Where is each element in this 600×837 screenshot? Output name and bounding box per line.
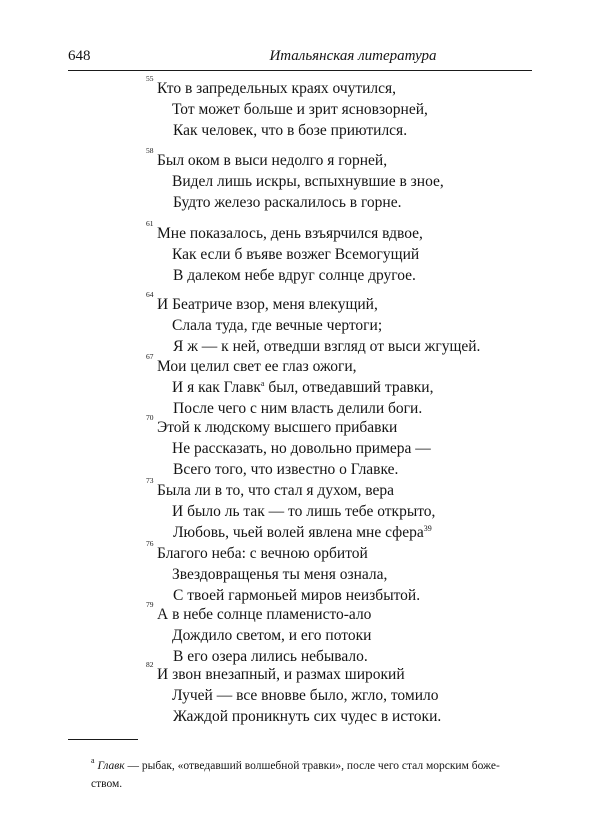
footnote-marker: а [260, 379, 265, 388]
verse-line: Лучей — все вновве было, жгло, томило [172, 687, 439, 704]
verse-number: 55 [146, 74, 154, 83]
verse-line: 58 Был оком в выси недолго я горней, [146, 146, 388, 169]
verse-number: 61 [146, 219, 154, 228]
verse-line: 67 Мои целил свет ее глаз ожоги, [146, 352, 357, 375]
verse-line: 79 А в небе солнце пламенисто-ало [146, 600, 372, 623]
stanza [146, 146, 546, 213]
footnote-term: Главк [97, 760, 125, 772]
verse-line: Тот может больше и зрит ясновзорней, [172, 101, 428, 118]
stanza [146, 352, 546, 419]
verse-number: 58 [146, 146, 154, 155]
page-number: 648 [68, 48, 91, 64]
stanza [146, 660, 546, 727]
running-title: Итальянская литература [269, 48, 437, 64]
verse-line: 82 И звон внезапный, и размах широкий [146, 660, 405, 683]
verse-line: Не рассказать, но довольно примера — [172, 440, 431, 457]
verse-number: 82 [146, 660, 154, 669]
verse-number: 79 [146, 600, 154, 609]
verse-line: С твоей гармоньей миров неизбытой. [173, 587, 421, 604]
verse-line: Будто железо раскалилось в горне. [173, 194, 402, 211]
verse-line: После чего с ним власть делили боги. [173, 400, 423, 417]
verse-line: И было ль так — то лишь тебе открыто, [172, 503, 436, 520]
verse-number: 73 [146, 476, 154, 485]
verse-line: Слала туда, где вечные чертоги; [172, 317, 383, 334]
verse-line: 76 Благого неба: с вечною орбитой [146, 539, 368, 562]
verse-line: Видел лишь искры, вспыхнувшие в зное, [172, 173, 444, 190]
verse-line: Я ж — к ней, отведши взгляд от выси жгущей. [173, 338, 481, 355]
footnote-text: — рыбак, «отведавший волшебной травки», после чего стал морским боже- [124, 760, 500, 772]
stanza [146, 476, 546, 543]
verse-line: Любовь, чьей волей явлена мне сфера$^{39}$ [173, 524, 432, 541]
verse-line: Как человек, что в бозе приютился. [173, 122, 408, 139]
verse-line: И я как Главк$^а$ был, отведавший травки, [172, 379, 434, 396]
stanza [146, 74, 546, 141]
verse-line: 55 Кто в запредельных краях очутился, [146, 74, 397, 97]
header-rule [68, 70, 532, 71]
stanza [146, 539, 546, 606]
verse-line: 70 Этой к людскому высшего прибавки [146, 413, 398, 436]
footnote-marker: а [91, 756, 95, 765]
verse-number: 64 [146, 290, 154, 299]
verse-line: Жаждой проникнуть сих чудес в истоки. [173, 708, 442, 725]
verse-line: В далеком небе вдруг солнце другое. [173, 267, 416, 284]
verse-number: 76 [146, 539, 154, 548]
verse-line: Дождило светом, и его потоки [172, 627, 372, 644]
verse-line: 64 И Беатриче взор, меня влекущий, [146, 290, 378, 313]
footnote-text-continued: ством. [91, 778, 123, 790]
stanza [146, 413, 546, 480]
stanza [146, 600, 546, 667]
verse-line: Всего того, что известно о Главке. [173, 461, 399, 478]
verse-line: Звездовращенья ты меня ознала, [172, 566, 388, 583]
verse-line: Как если б въяве возжег Всемогущий [172, 246, 420, 263]
verse-line: В его озера лились небывало. [173, 648, 368, 665]
verse-line: 73 Была ли в то, что стал я духом, вера [146, 476, 394, 499]
page-header [68, 48, 532, 68]
verse-line: 61 Мне показалось, день взъярчился вдвое, [146, 219, 423, 242]
stanza [146, 290, 546, 357]
verse-number: 70 [146, 413, 154, 422]
verse-number: 67 [146, 352, 154, 361]
footnote-rule [68, 739, 138, 740]
footnote [91, 757, 531, 793]
stanza [146, 219, 546, 286]
note-number: 39 [423, 524, 432, 533]
